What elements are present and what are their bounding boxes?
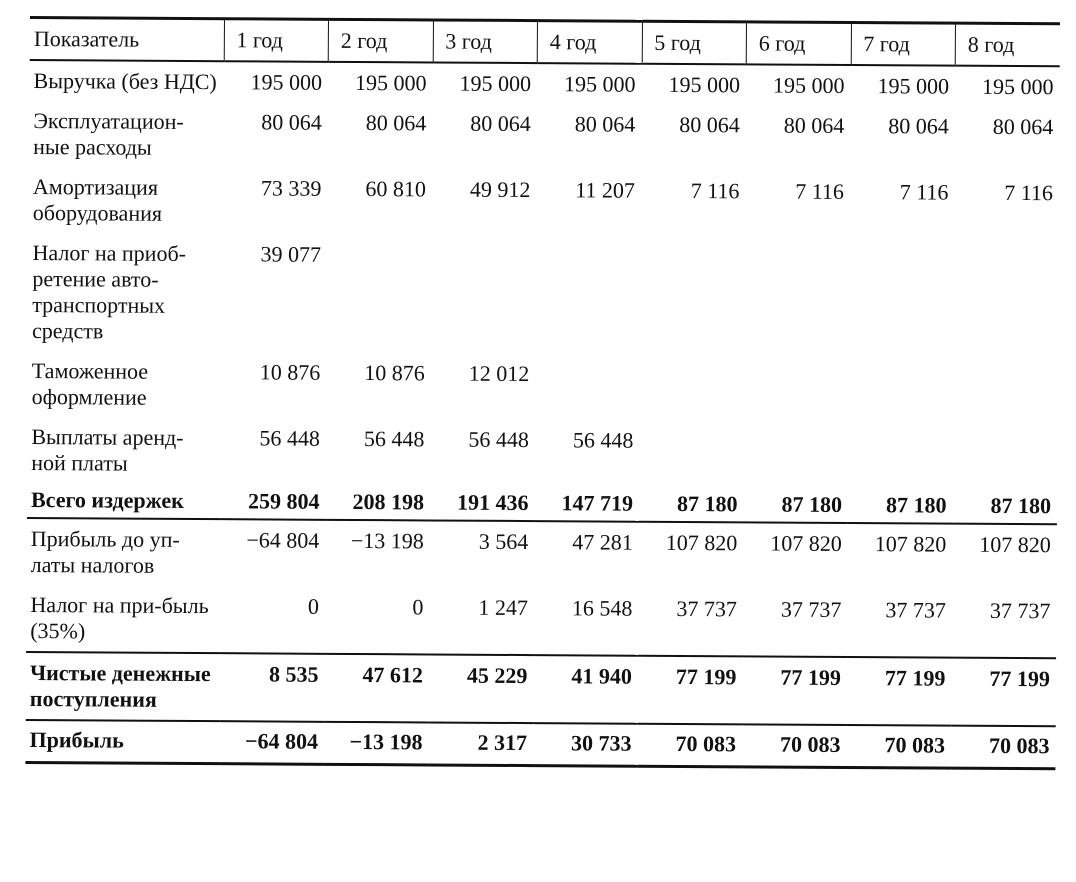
- table-cell: 37 737: [989, 597, 1051, 624]
- table-cell: 195 000: [355, 69, 427, 96]
- table-cell: −64 804: [219, 721, 324, 764]
- table-cell: 87 180: [743, 487, 848, 523]
- header-cell-year: 8 год: [955, 23, 1060, 66]
- header-cell-year: 5 год: [642, 21, 747, 64]
- table-cell: 56 448: [363, 426, 425, 452]
- table-cell: 56 448: [259, 425, 321, 451]
- table-cell: 87 180: [848, 488, 953, 524]
- header-cell-indicator: Показатель: [30, 17, 224, 61]
- table-cell: [640, 355, 745, 422]
- table-cell: 77 199: [638, 656, 743, 725]
- table-cell: [953, 357, 1058, 424]
- table-cell: 16 548: [571, 595, 633, 621]
- table-cell: 12 012: [468, 360, 530, 387]
- table-cell: 195 000: [668, 71, 741, 98]
- table-cell: [953, 239, 1058, 358]
- table-cell: 195 000: [773, 72, 845, 98]
- table-cell: 7 116: [795, 178, 845, 204]
- table-cell: 70 083: [637, 724, 742, 767]
- table-cell: 107 820: [979, 531, 1051, 558]
- table-cell: 37 737: [676, 595, 737, 622]
- table-cell: −13 198: [324, 722, 429, 765]
- table-cell: 0: [412, 594, 424, 620]
- table-cell: 195 000: [877, 73, 950, 99]
- table-cell: 3 564: [478, 528, 529, 555]
- table-cell: 87 180: [952, 489, 1057, 525]
- table-cell: 30 733: [533, 723, 638, 766]
- table-cell: [849, 238, 954, 357]
- row-label: Налог на при-быль (35%): [30, 592, 209, 644]
- table-cell: 8 535: [220, 653, 325, 722]
- header-cell-year: 6 год: [746, 22, 851, 65]
- table-cell: [848, 422, 953, 489]
- table-cell: 7 116: [899, 179, 949, 205]
- header-cell-year: 4 год: [537, 21, 642, 64]
- row-label: Чистые денежные поступления: [26, 652, 220, 721]
- table-cell: 2 317: [428, 722, 533, 765]
- table-cell: 11 207: [575, 177, 636, 203]
- table-row: [27, 417, 1057, 489]
- table-cell: 70 083: [742, 724, 847, 767]
- table-row-net-cash-flow: [26, 652, 1056, 726]
- table-cell: 80 064: [888, 113, 949, 139]
- row-label: Амортизация оборудования: [32, 174, 163, 226]
- row-label: Выплаты аренд-ной платы: [31, 424, 184, 476]
- header-cell-year: 3 год: [433, 20, 538, 63]
- table-cell: 77 199: [951, 658, 1056, 727]
- table-cell: 37 737: [780, 596, 842, 622]
- table-row: [29, 60, 1059, 107]
- table-header-row: [30, 17, 1060, 66]
- table-cell: 107 820: [770, 530, 842, 556]
- table-cell: −64 804: [246, 527, 320, 553]
- table-cell: −13 198: [350, 527, 424, 554]
- table-cell: [535, 236, 640, 355]
- table-cell: 195 000: [459, 70, 532, 97]
- table-cell: 39 077: [260, 241, 322, 267]
- row-label: Эксплуатацион-ные расходы: [33, 108, 184, 160]
- table-row: [28, 351, 1058, 423]
- row-label: Всего издержек: [27, 483, 221, 519]
- table-cell: [744, 237, 849, 356]
- table-cell: 77 199: [742, 656, 847, 725]
- table-cell: 195 000: [982, 73, 1054, 100]
- table-cell: [639, 421, 744, 488]
- table-cell: 80 064: [574, 111, 636, 137]
- table-cell: 10 876: [259, 359, 321, 385]
- table-cell: 70 083: [846, 725, 951, 768]
- row-label: Прибыль до уп-латы налогов: [30, 526, 180, 578]
- table-cell: 73 339: [260, 175, 322, 201]
- table-cell: 195 000: [564, 71, 636, 97]
- table-cell: 10 876: [364, 360, 425, 386]
- table-cell: 56 448: [572, 427, 634, 453]
- table-cell: 208 198: [325, 485, 430, 521]
- table-cell: 47 281: [572, 529, 633, 555]
- table-cell: 7 116: [1004, 179, 1054, 206]
- header-cell-year: 2 год: [328, 19, 433, 62]
- table-cell: 7 116: [690, 178, 740, 204]
- table-cell: 70 083: [951, 726, 1056, 769]
- table-cell: [535, 354, 640, 421]
- table-cell: [849, 356, 954, 423]
- table-row: [27, 518, 1057, 591]
- row-label: Прибыль: [25, 720, 219, 764]
- table-row-profit: [25, 720, 1055, 769]
- table-cell: 80 064: [679, 111, 740, 138]
- table-cell: 107 820: [665, 529, 738, 556]
- row-label: Таможенное оформление: [31, 358, 149, 410]
- table-cell: [744, 421, 849, 488]
- table-cell: 107 820: [874, 531, 947, 557]
- table-row: [29, 101, 1059, 173]
- table-row: [26, 585, 1056, 658]
- header-cell-year: 1 год: [224, 19, 329, 62]
- row-label: Налог на приоб-ретение авто-транспортных средств: [32, 240, 187, 344]
- table-cell: 80 064: [261, 109, 322, 135]
- table-cell: 80 064: [992, 113, 1054, 140]
- table-cell: [953, 423, 1058, 490]
- table-cell: 147 719: [534, 486, 639, 522]
- table-cell: 47 612: [324, 654, 429, 723]
- table-cell: 87 180: [639, 487, 744, 523]
- table-cell: 80 064: [365, 110, 427, 136]
- table-cell: 41 940: [533, 655, 638, 724]
- table-cell: 80 064: [783, 112, 845, 138]
- row-label: Выручка (без НДС): [33, 68, 217, 95]
- table-cell: 0: [307, 593, 319, 619]
- table-cell: [640, 237, 745, 356]
- table-row: [28, 233, 1059, 357]
- table-cell: [326, 235, 431, 354]
- table-cell: 80 064: [470, 110, 531, 137]
- table-row: [29, 167, 1059, 239]
- table-cell: 49 912: [469, 176, 531, 203]
- table-cell: 60 810: [365, 176, 427, 202]
- financial-table: [25, 16, 1060, 770]
- table-cell: 37 737: [885, 597, 946, 623]
- table-cell: 77 199: [847, 657, 952, 726]
- table-cell: 56 448: [468, 426, 529, 453]
- table-cell: [431, 235, 536, 354]
- table-cell: 1 247: [478, 594, 528, 621]
- header-cell-year: 7 год: [851, 23, 956, 66]
- table-cell: [744, 355, 849, 422]
- table-cell: 191 436: [430, 485, 535, 521]
- table-cell: 45 229: [429, 654, 534, 723]
- table-cell: 259 804: [221, 484, 326, 520]
- table-cell: 195 000: [250, 69, 323, 95]
